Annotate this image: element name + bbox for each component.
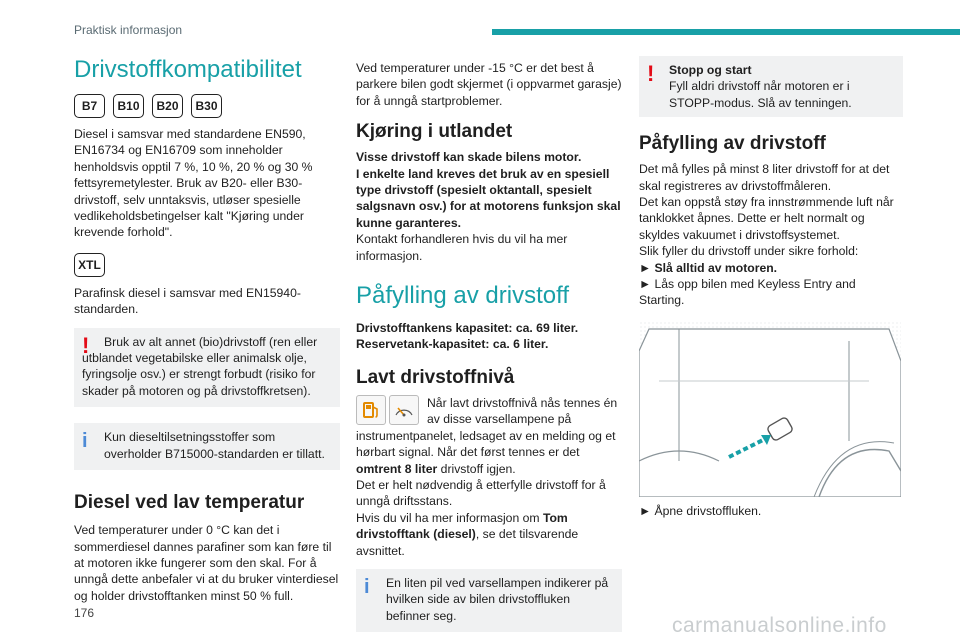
abroad-bold-1 — [356, 149, 622, 165]
info-note-text: overholder B715000-standarden er tillatt. — [104, 446, 325, 461]
column-3 — [639, 56, 903, 519]
low-fuel-text-4-b: , se det tilsvarende avsnittet. — [356, 527, 579, 558]
fuel-badge-b20: B20 — [152, 94, 183, 118]
info-icon: i — [364, 575, 370, 598]
stop-start-title-text: Stopp og start — [669, 63, 752, 77]
low-fuel-text-4-a: Hvis du vil ha mer informasjon om — [356, 510, 540, 525]
info-note-first-line: En liten pil ved varsellampen indikerer på — [386, 575, 609, 590]
fuel-flap-illustration — [639, 321, 901, 497]
running-header: Praktisk informasjon — [74, 23, 183, 37]
refuel-step-3-text: Åpne drivstoffluken. — [654, 503, 762, 518]
low-temp-text: Ved temperaturer under 0 °C kan det i sommerdiesel dannes parafiner som kan føre til at motoren ikke fungerer som den skal. For å unngå dette anbefaler vi at du bruker vinterdiesel og holder drivstofftanken minst 50 % full. — [74, 523, 339, 603]
warning-note-biofuel — [74, 328, 340, 408]
cold-parking-text: Ved temperaturer under -15 °C er det best å parkere bilen godt skjermet (i oppvarmet garasje) for å unngå startproblemer. — [356, 61, 622, 108]
abroad-bold-2 — [356, 166, 622, 232]
low-fuel-title: Lavt drivstoffnivå — [356, 366, 515, 388]
refuel-text-2: Det kan oppstå støy fra innstrømmende luft når tanklokket åpnes. Dette er helt normalt og skyldes vakuumet i drivstoffsystemet. — [639, 195, 894, 242]
column-1 — [74, 56, 340, 604]
fuel-pump-warning-icon — [356, 395, 386, 425]
low-fuel-section — [356, 395, 622, 559]
refuel-title-col3: Påfylling av drivstoff — [639, 133, 826, 155]
warning-note-stop-start — [639, 56, 903, 117]
refuel-step-2-text: Lås opp bilen med Keyless Entry and Starting. — [639, 277, 856, 308]
refuel-step-3 — [639, 503, 903, 519]
low-fuel-amount: omtrent 8 liter — [356, 461, 438, 476]
capacity-line-1 — [356, 320, 622, 336]
abroad-bold-1-text: Visse drivstoff kan skade bilens motor. — [356, 150, 582, 165]
warning-note-first-line: Bruk av alt annet (bio)drivstoff (ren eller — [104, 334, 318, 349]
diesel-standard-text: Diesel i samsvar med standardene EN590, EN16734 og EN16709 som inneholder henholdsvis opptil 7 %, 10 %, 20 % og 30 % fettsyremetylester. Bruk av B20- eller B30-drivstoff, selv unntaksvis, utløser spesielle vedlikeholdsbetingelser kalt "Kjøring under krevende forhold". — [74, 127, 313, 240]
capacity-line-1-text: Drivstofftankens kapasitet: ca. 69 liter. — [356, 321, 579, 336]
fuel-gauge-icon — [389, 395, 419, 425]
arrow-icon: ► — [639, 503, 652, 518]
driving-abroad-title: Kjøring i utlandet — [356, 121, 513, 143]
watermark: carmanualsonline.info — [672, 614, 887, 637]
capacity-line-2-text: Reservetank-kapasitet: ca. 6 liter. — [356, 337, 549, 352]
fuel-badge-b10: B10 — [113, 94, 144, 118]
info-note-additives — [74, 423, 340, 470]
refuel-text-1: Det må fylles på minst 8 liter drivstoff for at det skal registreres av drivstoffmåleren. — [639, 162, 890, 193]
fuel-badge-b30: B30 — [191, 94, 222, 118]
refuel-text-3: Slik fyller du drivstoff under sikre forhold: — [639, 244, 859, 259]
header-accent-bar — [492, 29, 960, 35]
info-note-text: hvilken side av bilen drivstoffluken befinner seg. — [386, 592, 571, 623]
xtl-text: Parafinsk diesel i samsvar med EN15940-standarden. — [74, 285, 301, 317]
warning-icon: ! — [82, 332, 90, 358]
info-icon: i — [82, 430, 88, 453]
refuel-step-1 — [639, 260, 903, 276]
warning-note-text: utblandet vegetabilske eller animalsk olje, fyringsolje osv.) er strengt forbudt (risiko for skader på motoren og på drivstoffkretsen). — [82, 351, 316, 398]
column-2 — [356, 56, 622, 632]
fuel-badge-b7: B7 — [74, 94, 105, 118]
arrow-icon: ► — [639, 277, 652, 292]
fuel-badges — [74, 94, 340, 118]
refuel-step-1-text: Slå alltid av motoren. — [654, 260, 778, 275]
stop-start-text: Fyll aldri drivstoff når motoren er i STOPP-modus. Slå av tenningen. — [669, 79, 852, 110]
xtl-badge-row — [74, 253, 340, 277]
warning-icon: ! — [647, 61, 655, 86]
low-fuel-text-1-a: Når lavt drivstoffnivå nås tennes én av disse varsellampene på instrumentpanelet, ledsaget av en melding og et hørbart signal. Når det først tennes er det — [356, 395, 618, 460]
low-fuel-text-1-b: drivstoff igjen. — [440, 461, 516, 476]
warning-lamp-icons — [356, 395, 419, 425]
arrow-icon: ► — [639, 260, 652, 275]
abroad-contact-text: Kontakt forhandleren hvis du vil ha mer informasjon. — [356, 232, 568, 263]
info-note-fuel-flap-arrow — [356, 569, 622, 632]
refuel-step-2 — [639, 276, 903, 309]
info-note-first-line: Kun dieseltilsetningsstoffer som — [104, 430, 276, 445]
low-temp-title: Diesel ved lav temperatur — [74, 492, 305, 514]
page-number: 176 — [74, 606, 95, 620]
abroad-bold-2-text: I enkelte land kreves det bruk av en spesiell type drivstoff (spesielt oktantall, spesielt salgsnavn osv.) for at motorens funksjon skal kunne garanteres. — [356, 166, 621, 230]
fuel-badge-xtl: XTL — [74, 253, 105, 277]
empty-tank-ref: Tom drivstofftank (diesel) — [356, 510, 568, 542]
capacity-line-2 — [356, 336, 622, 352]
refuel-title-col2: Påfylling av drivstoff — [356, 282, 569, 310]
low-fuel-text-3: Det er helt nødvendig å etterfylle drivstoff for å unngå driftsstans. — [356, 477, 606, 509]
stop-start-title — [647, 62, 895, 78]
fuel-compatibility-title: Drivstoffkompatibilitet — [74, 56, 302, 83]
low-fuel-text-4 — [356, 510, 622, 559]
